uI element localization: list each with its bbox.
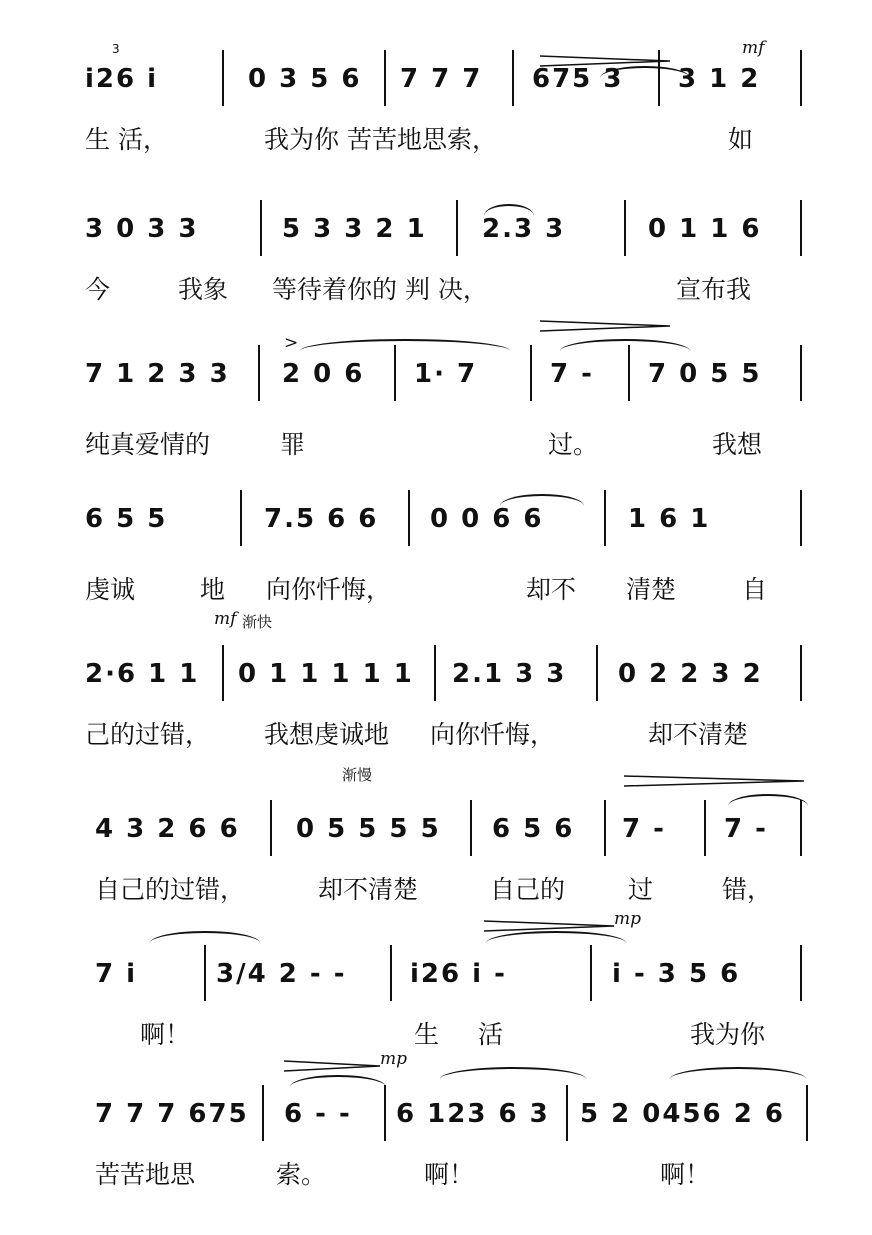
lyrics-row xyxy=(0,415,872,465)
lyrics-row xyxy=(0,560,872,610)
lyric: 啊！ xyxy=(660,1160,711,1189)
lyric: 索。 xyxy=(276,1160,327,1189)
barline xyxy=(800,345,802,401)
barline xyxy=(624,200,626,256)
barline xyxy=(456,200,458,256)
lyric: 虔诚 xyxy=(85,575,136,604)
barline xyxy=(390,945,392,1001)
lyrics-row xyxy=(0,705,872,755)
barline xyxy=(800,50,802,106)
lyric: 己的过错， xyxy=(85,720,211,749)
barline xyxy=(512,50,514,106)
system-4 xyxy=(0,490,872,640)
lyrics-row xyxy=(0,1005,872,1055)
lyric: 生 xyxy=(414,1020,440,1049)
lyrics-row xyxy=(0,1145,872,1195)
notes-row: mp 7 i 3/4 2 - - i26 i - i - 3 5 6 xyxy=(0,945,872,1005)
system-1 xyxy=(0,38,872,200)
lyric: 今 xyxy=(85,275,111,304)
barline xyxy=(408,490,410,546)
lyric: 我为你 xyxy=(690,1020,766,1049)
barline xyxy=(260,200,262,256)
lyric: 向你忏悔， xyxy=(266,575,392,604)
lyric: 生 活， xyxy=(85,125,168,154)
dynamic-marking: mf xyxy=(742,38,765,58)
barline xyxy=(384,1085,386,1141)
barline xyxy=(806,1085,808,1141)
barline xyxy=(262,1085,264,1141)
barline xyxy=(800,490,802,546)
notes-row: mf 渐快 2·6 1 1 0 1 1 1 1 1 2.1 3 3 0 2 2 3 2 xyxy=(0,645,872,705)
lyrics-row xyxy=(0,110,872,160)
barline xyxy=(384,50,386,106)
lyric: 过 xyxy=(628,875,654,904)
barline xyxy=(470,800,472,856)
barline xyxy=(394,345,396,401)
decrescendo-hairpin xyxy=(540,319,670,333)
lyric: 我想虔诚地 xyxy=(264,720,390,749)
lyric: 苦苦地思 xyxy=(95,1160,196,1189)
notes-row: 6 5 5 7.5 6 6 0 0 6 6 1 6 1 xyxy=(0,490,872,550)
barline xyxy=(566,1085,568,1141)
lyric: 却不清楚 xyxy=(318,875,419,904)
barline xyxy=(658,50,660,106)
slur xyxy=(728,794,808,806)
notes-row: 渐慢 4 3 2 6 6 0 5 5 5 5 6 5 6 7 - 7 - xyxy=(0,800,872,860)
barline xyxy=(240,490,242,546)
tempo-marking: 渐慢 xyxy=(342,766,373,784)
barline xyxy=(258,345,260,401)
barline xyxy=(222,50,224,106)
tempo-marking: 渐快 xyxy=(242,613,273,631)
lyric: 罪 xyxy=(280,430,306,459)
lyric: 错， xyxy=(722,875,773,904)
dynamic-marking: mf xyxy=(214,609,237,629)
system-6 xyxy=(0,766,872,950)
barline xyxy=(800,645,802,701)
accent-mark: > xyxy=(284,333,299,353)
lyric: 过。 xyxy=(548,430,599,459)
barline xyxy=(596,645,598,701)
barline xyxy=(704,800,706,856)
dynamic-marking: mp xyxy=(614,909,642,929)
barline xyxy=(590,945,592,1001)
lyric: 我象 xyxy=(178,275,229,304)
decrescendo-hairpin xyxy=(284,1059,380,1073)
barline xyxy=(800,800,802,856)
barline xyxy=(434,645,436,701)
lyric: 地 xyxy=(200,575,226,604)
barline xyxy=(604,490,606,546)
barline xyxy=(270,800,272,856)
notes-row: mp 7 7 7 675 6 - - 6 123 6 3 5 2 0456 2 6 xyxy=(0,1085,872,1145)
lyric: 我为你 苦苦地思索， xyxy=(264,125,497,154)
lyric: 却不 xyxy=(526,575,577,604)
notes-row: > 7 1 2 3 3 2 0 6 1· 7 7 - 7 0 5 5 xyxy=(0,345,872,405)
system-8 xyxy=(0,1049,872,1235)
lyric: 啊！ xyxy=(424,1160,475,1189)
system-2 xyxy=(0,200,872,350)
lyric: 等待着你的 判 决， xyxy=(272,275,488,304)
lyric: 我想 xyxy=(712,430,763,459)
lyric: 自己的过错， xyxy=(95,875,246,904)
tuplet-mark: 3 xyxy=(112,42,120,56)
lyric: 向你忏悔， xyxy=(430,720,556,749)
lyric: 如 xyxy=(728,125,754,154)
system-3 xyxy=(0,333,872,495)
barline xyxy=(222,645,224,701)
lyric: 宣布我 xyxy=(676,275,752,304)
lyric: 自 xyxy=(742,575,768,604)
barline xyxy=(530,345,532,401)
lyric: 活 xyxy=(478,1020,504,1049)
notes-row: 3 0 3 3 5 3 3 2 1 2.3 3 0 1 1 6 xyxy=(0,200,872,260)
lyric: 自己的 xyxy=(490,875,566,904)
barline xyxy=(204,945,206,1001)
notes-row: 3 mf i26 i 0 3 5 6 7 7 7 675 3 3 1 2 xyxy=(0,50,872,110)
lyrics-row xyxy=(0,260,872,310)
lyrics-row xyxy=(0,860,872,910)
lyric: 纯真爱情的 xyxy=(85,430,211,459)
barline xyxy=(604,800,606,856)
lyric: 却不清楚 xyxy=(648,720,749,749)
barline xyxy=(800,945,802,1001)
barline xyxy=(628,345,630,401)
system-5 xyxy=(0,609,872,795)
barline xyxy=(800,200,802,256)
lyric: 啊！ xyxy=(140,1020,191,1049)
decrescendo-hairpin xyxy=(624,774,804,788)
dynamic-marking: mp xyxy=(380,1049,408,1069)
lyric: 清楚 xyxy=(626,575,677,604)
